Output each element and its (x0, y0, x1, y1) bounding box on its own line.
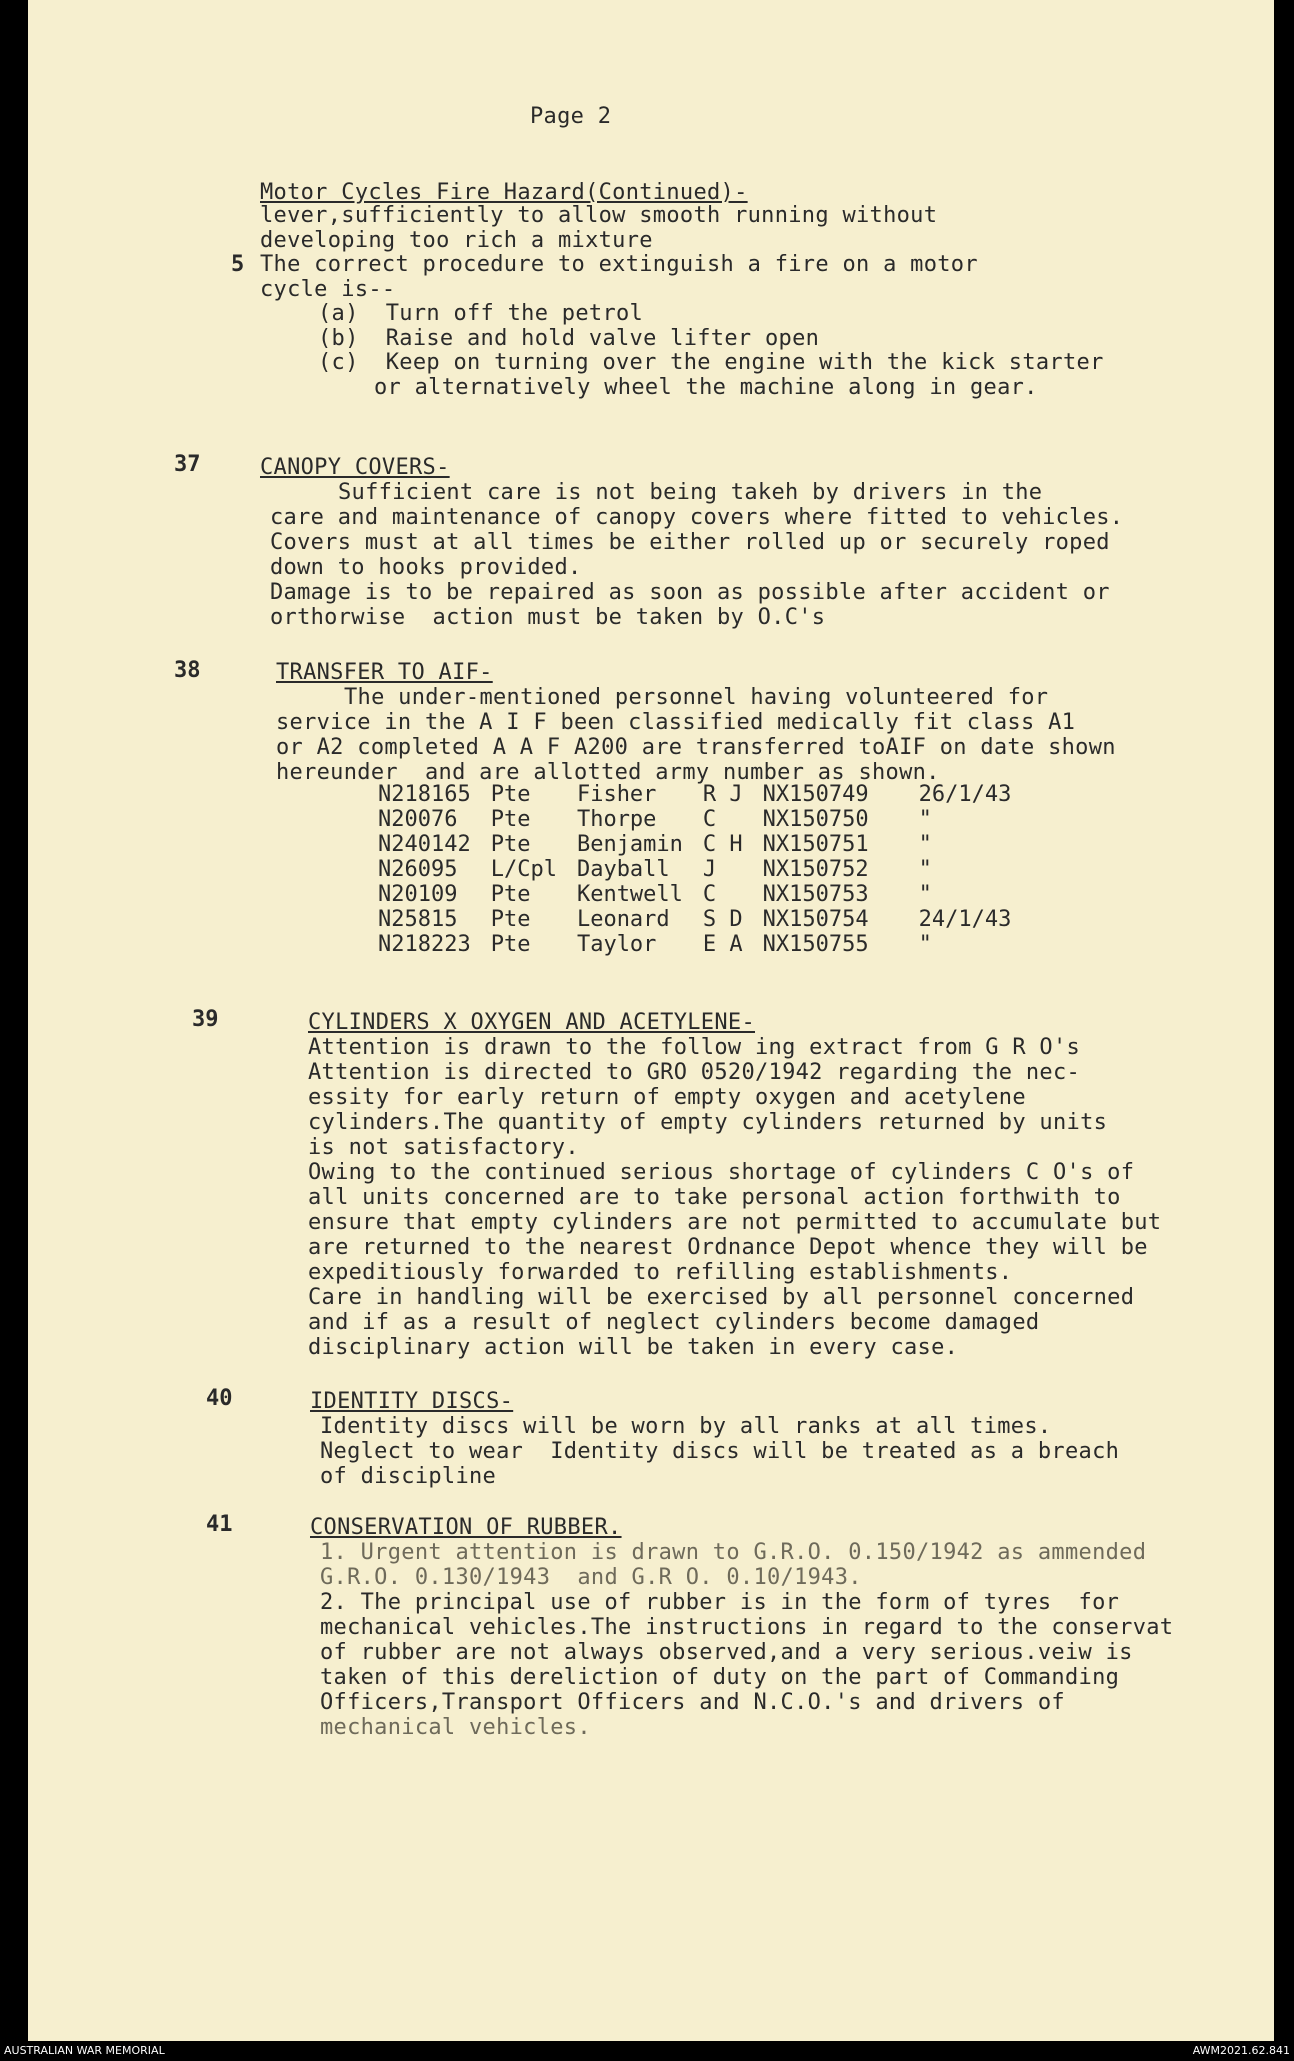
cell-no: N26095 (378, 857, 458, 882)
cell-rank: Pte (490, 782, 531, 807)
cell-date: " (918, 932, 932, 957)
section-line: down to hooks provided. (270, 555, 582, 580)
section-number: 38 (174, 658, 201, 683)
section-line: Attention is drawn to the follow ing extract from G R O's (308, 1035, 1081, 1060)
cell-no: N240142 (378, 832, 471, 857)
section-line: or A2 completed A A F A200 are transferred toAIF on date shown (276, 735, 1116, 760)
table-row (368, 807, 1021, 832)
footer-bar (0, 2041, 1294, 2061)
page-header: Page 2 (530, 104, 612, 129)
table-row (368, 932, 1021, 957)
section-line: expeditiously forwarded to refilling establishments. (308, 1260, 1013, 1285)
section-line: Owing to the continued serious shortage of cylinders C O's of (308, 1160, 1135, 1185)
cell-init: J (702, 857, 717, 882)
cell-name: Fisher (576, 782, 657, 807)
motor-title: Motor Cycles Fire Hazard(Continued)- (260, 180, 748, 205)
para-number: 5 (231, 252, 245, 277)
table-row (368, 857, 1021, 882)
section-line: of discipline (320, 1464, 497, 1489)
motor-line: cycle is-- (260, 277, 396, 302)
section-line: Attention is directed to GRO 0520/1942 regarding the nec- (308, 1060, 1081, 1085)
section-line: Sufficient care is not being takeh by drivers in the (338, 480, 1043, 505)
motor-item-b: (b) Raise and hold valve lifter open (318, 326, 820, 351)
section-line: mechanical vehicles. (320, 1715, 591, 1740)
cell-no: N20076 (378, 807, 458, 832)
cell-name: Dayball (576, 857, 670, 882)
cell-aif: NX150753 (762, 882, 869, 907)
section-line: is not satisfactory. (308, 1135, 579, 1160)
cell-date: " (918, 807, 932, 832)
cell-date: " (918, 882, 932, 907)
table-row (368, 882, 1021, 907)
motor-item-c-cont: or alternatively wheel the machine along in gear. (374, 375, 1038, 400)
cell-rank: Pte (490, 907, 531, 932)
cell-rank: L/Cpl (490, 857, 557, 882)
table-row (368, 907, 1021, 932)
cell-date: " (918, 857, 932, 882)
section-line: Identity discs will be worn by all ranks at all times. (320, 1414, 1052, 1439)
cell-aif: NX150755 (762, 932, 869, 957)
cell-date: " (918, 832, 932, 857)
section-number: 41 (206, 1512, 233, 1537)
motor-line: lever,sufficiently to allow smooth running without (260, 203, 938, 228)
section-line: Neglect to wear Identity discs will be treated as a breach (320, 1439, 1120, 1464)
section-line: 1. Urgent attention is drawn to G.R.O. 0.150/1942 as ammended (320, 1540, 1147, 1565)
motor-line: The correct procedure to extinguish a fire on a motor (260, 252, 978, 277)
cell-rank: Pte (490, 932, 531, 957)
cell-aif: NX150749 (762, 782, 869, 807)
footer-left: AUSTRALIAN WAR MEMORIAL (4, 2044, 165, 2057)
section-line: of rubber are not always observed,and a very serious.veiw is (320, 1640, 1133, 1665)
section-line: all units concerned are to take personal action forthwith to (308, 1185, 1121, 1210)
cell-no: N20109 (378, 882, 458, 907)
cell-rank: Pte (490, 807, 531, 832)
section-line: Damage is to be repaired as soon as possible after accident or (270, 580, 1110, 605)
section-title: CONSERVATION OF RUBBER. (310, 1515, 622, 1540)
cell-no: N25815 (378, 907, 458, 932)
section-title: TRANSFER TO AIF- (276, 660, 493, 685)
cell-rank: Pte (490, 882, 531, 907)
section-line: The under-mentioned personnel having volunteered for (344, 685, 1049, 710)
section-line: are returned to the nearest Ordnance Depot whence they will be (308, 1235, 1148, 1260)
section-title: CANOPY COVERS- (260, 455, 450, 480)
section-title: CYLINDERS X OXYGEN AND ACETYLENE- (308, 1010, 755, 1035)
table-row (368, 832, 1021, 857)
cell-init: C (702, 807, 717, 832)
section-number: 40 (206, 1386, 233, 1411)
cell-no: N218165 (378, 782, 471, 807)
section-line: care and maintenance of canopy covers where fitted to vehicles. (270, 505, 1124, 530)
section-line: essity for early return of empty oxygen and acetylene (308, 1085, 1026, 1110)
cell-aif: NX150754 (762, 907, 869, 932)
cell-name: Leonard (576, 907, 670, 932)
cell-init: E A (702, 932, 743, 957)
motor-line: developing too rich a mixture (260, 228, 653, 253)
cell-init: S D (702, 907, 743, 932)
cell-aif: NX150751 (762, 832, 869, 857)
cell-rank: Pte (490, 832, 531, 857)
section-line: ensure that empty cylinders are not permitted to accumulate but (308, 1210, 1162, 1235)
section-line: Care in handling will be exercised by all personnel concerned (308, 1285, 1135, 1310)
section-line: 2. The principal use of rubber is in the form of tyres for (320, 1590, 1120, 1615)
cell-date: 24/1/43 (918, 907, 1012, 932)
cell-name: Benjamin (576, 832, 683, 857)
cell-aif: NX150750 (762, 807, 869, 832)
section-title: IDENTITY DISCS- (310, 1389, 514, 1414)
cell-name: Taylor (576, 932, 657, 957)
cell-aif: NX150752 (762, 857, 869, 882)
cell-name: Thorpe (576, 807, 657, 832)
section-line: mechanical vehicles.The instructions in regard to the conservat (320, 1615, 1174, 1640)
table-row (368, 782, 1021, 807)
footer-right: AWM2021.62.841 (1192, 2044, 1290, 2057)
section-number: 37 (174, 452, 201, 477)
cell-no: N218223 (378, 932, 471, 957)
section-line: and if as a result of neglect cylinders become damaged (308, 1310, 1040, 1335)
section-line: orthorwise action must be taken by O.C's (270, 605, 826, 630)
cell-init: C H (702, 832, 743, 857)
cell-init: R J (702, 782, 743, 807)
cell-date: 26/1/43 (918, 782, 1012, 807)
section-number: 39 (192, 1007, 219, 1032)
section-line: taken of this dereliction of duty on the part of Commanding (320, 1665, 1120, 1690)
section-line: cylinders.The quantity of empty cylinders returned by units (308, 1110, 1108, 1135)
section-line: service in the A I F been classified medically fit class A1 (276, 710, 1076, 735)
motor-item-c: (c) Keep on turning over the engine with the kick starter (318, 350, 1104, 375)
section-line: Covers must at all times be either rolled up or securely roped (270, 530, 1110, 555)
section-line: G.R.O. 0.130/1943 and G.R O. 0.10/1943. (320, 1565, 862, 1590)
section-line: disciplinary action will be taken in every case. (308, 1335, 959, 1360)
motor-item-a: (a) Turn off the petrol (318, 301, 644, 326)
personnel-table (368, 782, 1021, 957)
cell-name: Kentwell (576, 882, 683, 907)
cell-init: C (702, 882, 717, 907)
document-page (28, 0, 1274, 2041)
section-line: Officers,Transport Officers and N.C.O.'s and drivers of (320, 1690, 1065, 1715)
section-line: hereunder and are allotted army number as shown. (276, 760, 940, 785)
